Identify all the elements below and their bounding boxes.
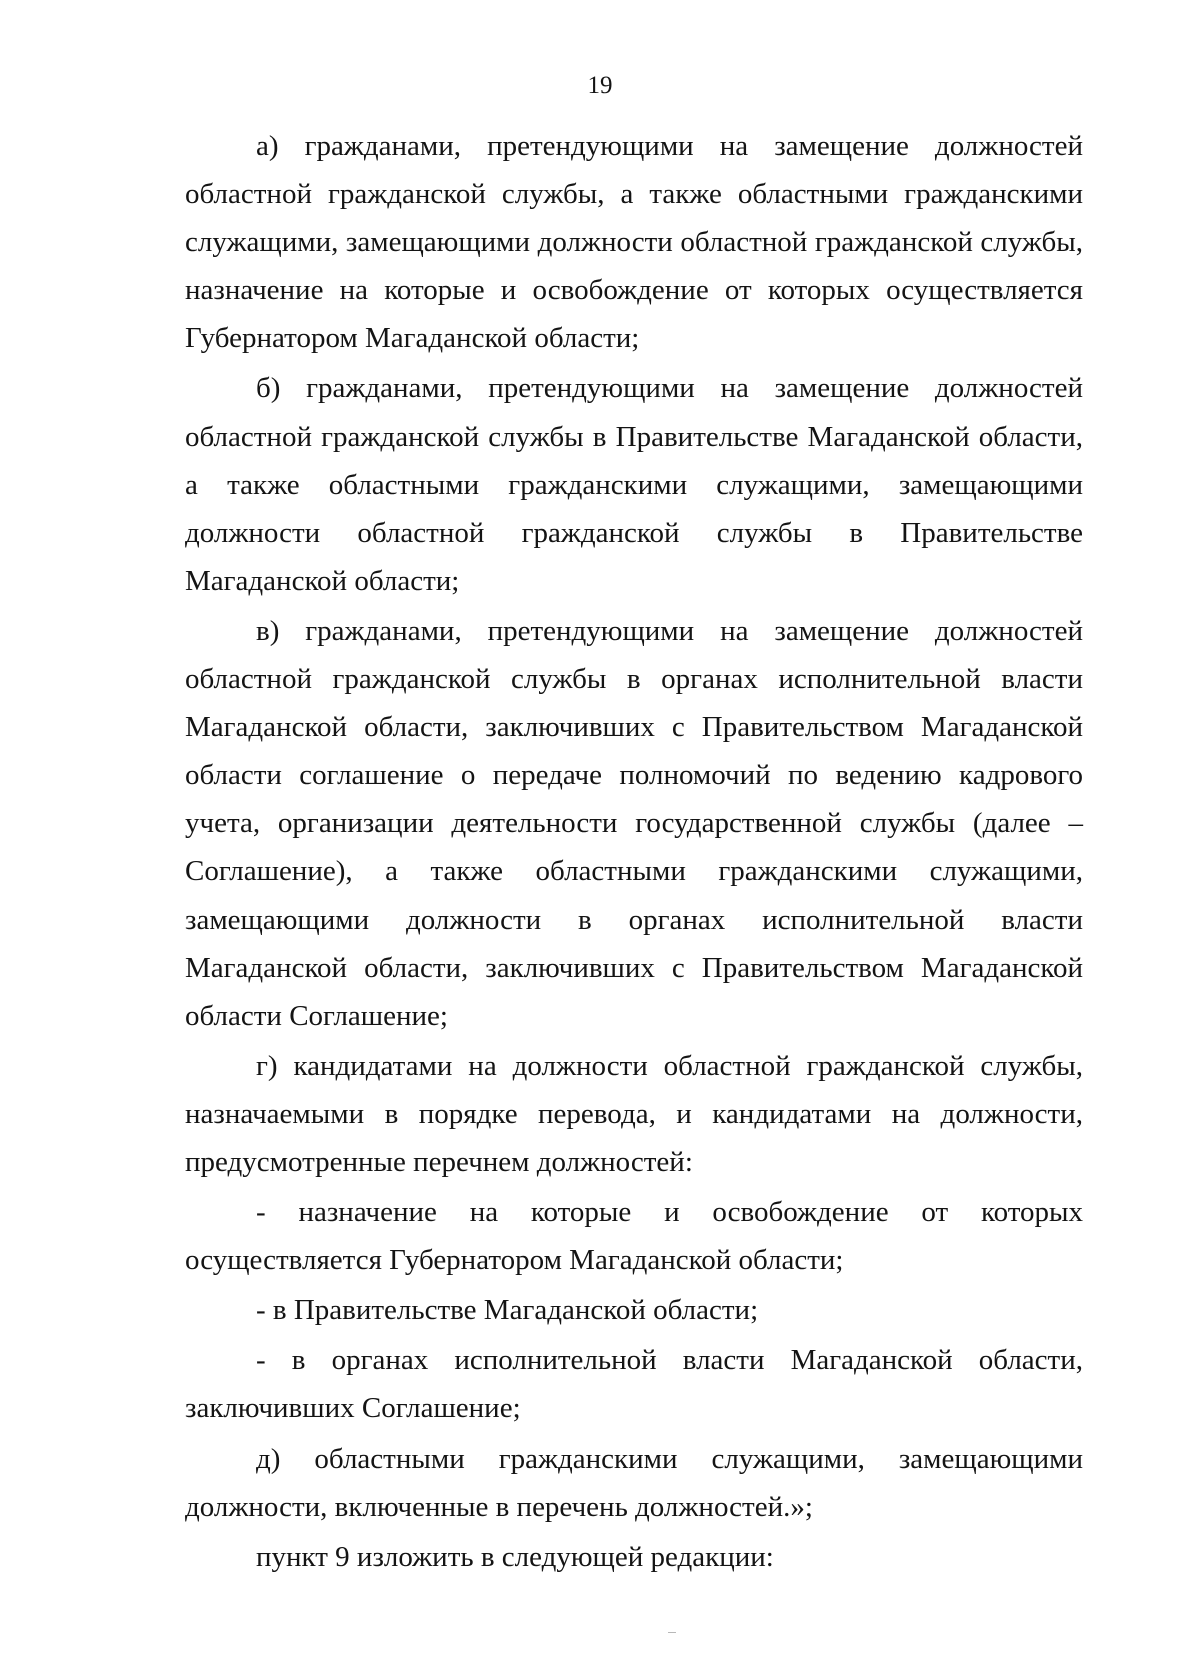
list-item-government: - в Правительстве Магаданской области;	[256, 1294, 759, 1327]
paragraph-b: б) гражданами, претендующими на замещение должностей областной гражданской службы в Правительстве Магаданской области, а также областными гражданскими служащими, замещающими должности областной гражданской службы в Правительстве Магаданской области;	[185, 372, 1083, 597]
paragraph-d: д) областными гражданскими служащими, замещающими должности, включенные в перечень должностей.»;	[185, 1442, 1083, 1523]
paragraph-v: в) гражданами, претендующими на замещение должностей областной гражданской службы в органах исполнительной власти Магаданской области, заключивших с Правительством Магаданской области соглашение о передаче полномочий по ведению кадрового учета, организации деятельности государственной службы (далее – Соглашение), а также областными гражданскими служащими, замещающими должности в органах исполнительной власти Магаданской области, заключивших с Правительством Магаданской области Соглашение;	[185, 614, 1083, 1032]
document-body	[185, 122, 1083, 1581]
page-number: 19	[587, 72, 613, 99]
list-item-governor: - назначение на которые и освобождение от которых осуществляется Губернатором Магаданской области;	[185, 1196, 1083, 1277]
paragraph-point-9: пункт 9 изложить в следующей редакции:	[256, 1540, 774, 1573]
scan-mark	[668, 1632, 676, 1633]
paragraph-a: а) гражданами, претендующими на замещение должностей областной гражданской службы, а также областными гражданскими служащими, замещающими должности областной гражданской службы, назначение на которые и освобождение от которых осуществляется Губернатором Магаданской области;	[185, 130, 1083, 355]
list-item-executive-bodies: - в органах исполнительной власти Магаданской области, заключивших Соглашение;	[185, 1344, 1083, 1425]
paragraph-g: г) кандидатами на должности областной гражданской службы, назначаемыми в порядке перевода, и кандидатами на должности, предусмотренные перечнем должностей:	[185, 1049, 1083, 1178]
